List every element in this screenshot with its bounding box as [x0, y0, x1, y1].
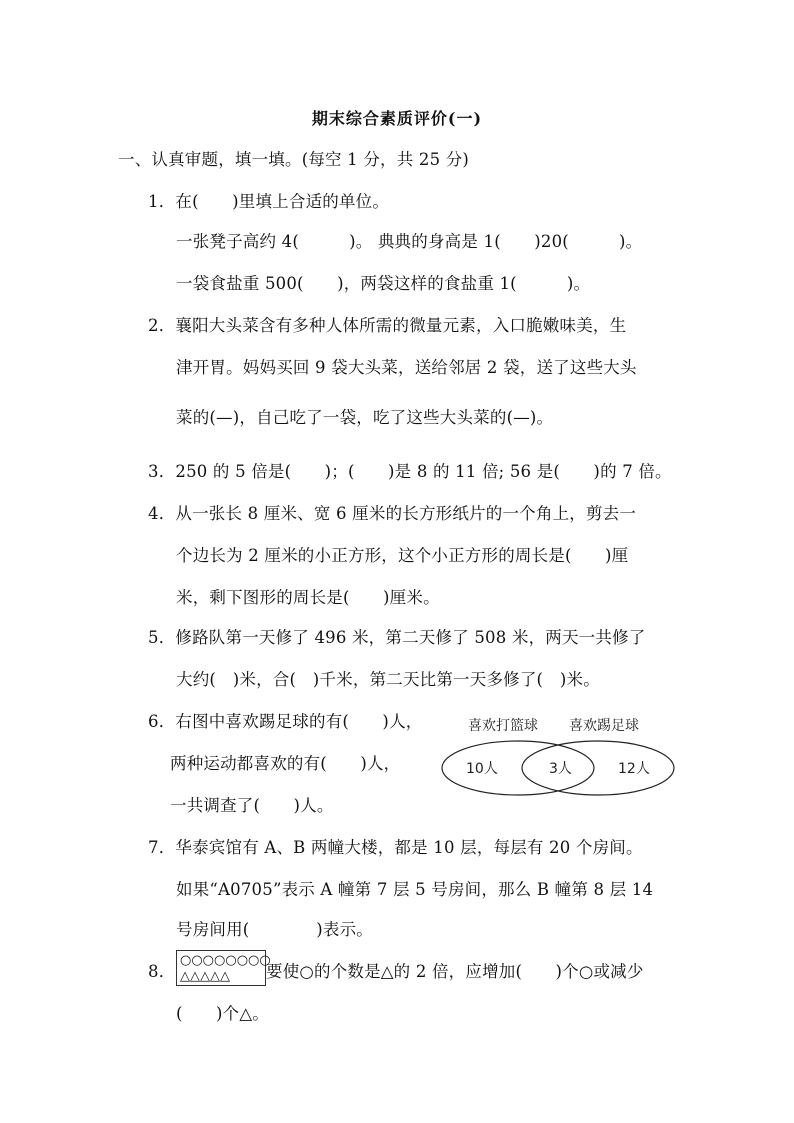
q6-line2: 两种运动都喜欢的有( )人， — [170, 754, 401, 773]
q2-line2: 津开胃。妈妈买回 9 袋大头菜，送给邻居 2 袋，送了这些大头 — [176, 358, 637, 377]
venn-right-circle — [522, 741, 674, 795]
q7-line1: 7．华泰宾馆有 A、B 两幢大楼，都是 10 层，每层有 20 个房间。 — [148, 838, 643, 857]
q6-line1: 6．右图中喜欢踢足球的有( )人， — [148, 712, 423, 731]
q1-line2: 一张凳子高约 4( )。 典典的身高是 1( )20( )。 — [176, 232, 643, 251]
q3-line1: 3．250 的 5 倍是( )；( )是 8 的 11 倍; 56 是( )的 7 倍。 — [148, 462, 672, 481]
venn-label-football: 喜欢踢足球 — [569, 718, 639, 734]
q1-line3: 一袋食盐重 500( )，两袋这样的食盐重 1( )。 — [176, 274, 591, 293]
q7-line3: 号房间用( )表示。 — [176, 920, 373, 939]
venn-middle-value: 3人 — [549, 761, 572, 777]
page-title: 期末综合素质评价(一) — [311, 109, 483, 128]
venn-diagram — [436, 712, 686, 802]
q8-number: 8． — [148, 962, 176, 981]
q8-triangles: △△△△△ — [180, 969, 230, 984]
q8-circles: ○○○○○○○○ — [180, 953, 271, 968]
q4-line1: 4．从一张长 8 厘米、宽 6 厘米的长方形纸片的一个角上，剪去一 — [148, 504, 637, 523]
q5-line1: 5．修路队第一天修了 496 米，第二天修了 508 米，两天一共修了 — [148, 628, 646, 647]
q4-line2: 个边长为 2 厘米的小正方形，这个小正方形的周长是( )厘 — [176, 546, 629, 565]
q6-line3: 一共调查了( )人。 — [170, 796, 334, 815]
q8-line1: 要使○的个数是△的 2 倍，应增加( )个○或减少 — [266, 962, 644, 981]
venn-left-value: 10人 — [466, 761, 498, 777]
venn-right-value: 12人 — [618, 761, 650, 777]
q1-line1: 1．在( )里填上合适的单位。 — [148, 192, 390, 211]
q8-line2: ( )个△。 — [176, 1004, 269, 1023]
q4-line3: 米，剩下图形的周长是( )厘米。 — [176, 588, 440, 607]
venn-label-basketball: 喜欢打篮球 — [468, 718, 538, 734]
q2-line3: 菜的(—)，自己吃了一袋，吃了这些大头菜的(—)。 — [176, 408, 554, 427]
q7-line2: 如果“A0705”表示 A 幢第 7 层 5 号房间，那么 B 幢第 8 层 14 — [176, 880, 654, 899]
section-heading: 一、认真审题，填一填。(每空 1 分，共 25 分) — [118, 150, 470, 169]
q8-symbol-box — [176, 950, 271, 986]
q2-line1: 2．襄阳大头菜含有多种人体所需的微量元素，入口脆嫩味美，生 — [148, 316, 627, 335]
q5-line2: 大约( )米，合( )千米，第二天比第一天多修了( )米。 — [176, 670, 600, 689]
